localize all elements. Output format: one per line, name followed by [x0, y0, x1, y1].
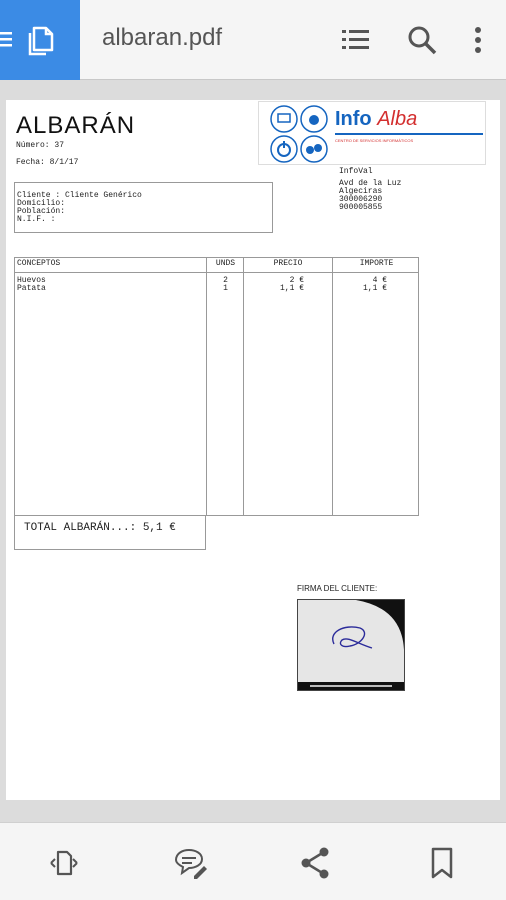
page-nav-icon[interactable] — [46, 845, 82, 881]
logo-info-text: Info — [335, 108, 372, 130]
row-concepto: Huevos — [17, 276, 46, 285]
doc-date: Fecha: 8/1/17 — [16, 158, 79, 167]
row-unds: 1 — [223, 284, 228, 293]
col-header-precio: PRECIO — [273, 259, 303, 268]
client-address: Domicilio: — [17, 199, 66, 208]
total-amount: TOTAL ALBARÁN...: 5,1 € — [24, 522, 176, 534]
client-nif: N.I.F. : — [17, 215, 56, 224]
row-precio: 1,1 € — [279, 284, 304, 293]
client-town: Población: — [17, 207, 66, 216]
company-city: Algeciras — [339, 187, 383, 196]
company-fax: 900005855 — [339, 203, 383, 212]
signature-box — [297, 599, 405, 691]
logo-tiles-icon — [267, 104, 331, 164]
bottom-toolbar — [0, 822, 506, 900]
signature-image-icon — [298, 600, 404, 690]
document-title: albaran.pdf — [102, 24, 223, 51]
share-icon[interactable] — [298, 845, 334, 881]
col-header-importe: IMPORTE — [359, 259, 394, 268]
row-importe: 1,1 € — [362, 284, 387, 293]
documents-icon — [24, 24, 56, 56]
company-phone: 300006290 — [339, 195, 383, 204]
company-name: InfoVal — [339, 167, 373, 176]
search-icon[interactable] — [406, 24, 438, 56]
documents-button[interactable] — [0, 0, 80, 80]
pdf-page[interactable] — [6, 100, 500, 800]
row-importe: 4 € — [372, 276, 387, 285]
client-box — [14, 182, 273, 233]
list-icon[interactable] — [340, 24, 372, 56]
more-vert-icon[interactable] — [462, 24, 494, 56]
bookmark-icon[interactable] — [424, 845, 460, 881]
client-name: Cliente : Cliente Genérico — [17, 191, 142, 200]
logo-tagline: CENTRO DE SERVICIOS INFORMÁTICOS — [335, 138, 414, 143]
col-header-conceptos: CONCEPTOS — [17, 259, 61, 268]
company-info — [339, 168, 401, 212]
row-precio: 2 € — [289, 276, 304, 285]
items-table — [14, 257, 419, 516]
company-address: Avd de la Luz — [339, 179, 402, 188]
col-header-unds: UNDS — [215, 259, 236, 268]
app-toolbar — [0, 0, 506, 80]
row-unds: 2 — [223, 276, 228, 285]
company-logo — [258, 101, 486, 165]
menu-icon[interactable] — [0, 30, 14, 48]
total-box — [14, 515, 206, 550]
doc-heading: ALBARÁN — [16, 112, 136, 139]
row-concepto: Patata — [17, 284, 46, 293]
comment-edit-icon[interactable] — [172, 845, 208, 881]
logo-alba-text: Alba — [377, 108, 418, 130]
doc-number: Número: 37 — [16, 141, 65, 150]
signature-label: FIRMA DEL CLIENTE: — [297, 584, 378, 593]
